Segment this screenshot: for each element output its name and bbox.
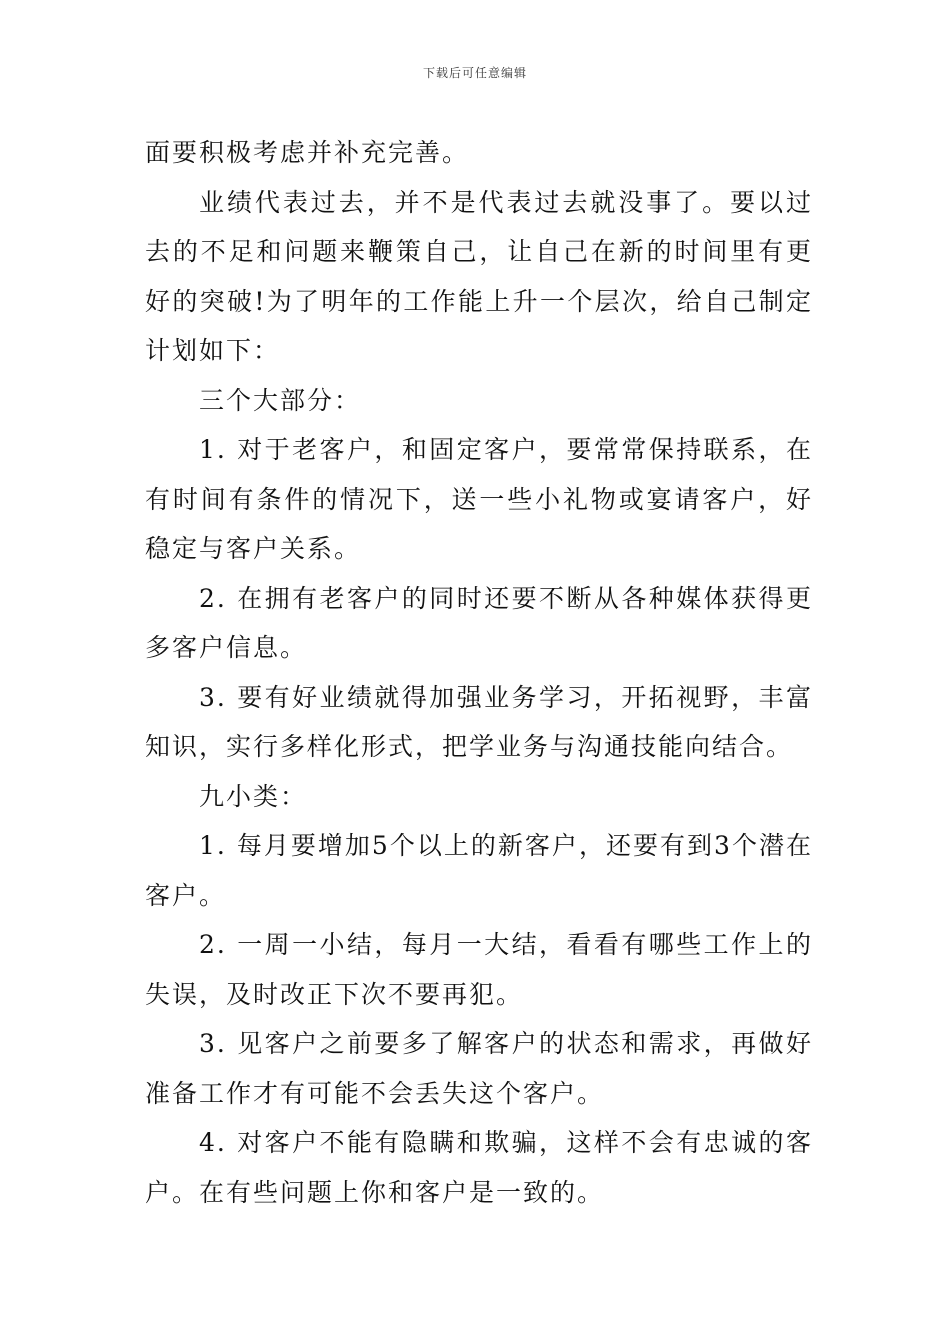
list-item: 4. 对客户不能有隐瞒和欺骗，这样不会有忠诚的客户。在有些问题上你和客户是一致的。 <box>145 1128 813 1207</box>
page-header: 下载后可任意编辑 <box>422 66 527 80</box>
list-item: 3. 要有好业绩就得加强业务学习，开拓视野，丰富知识，实行多样化形式，把学业务与沟通技能向结合。 <box>145 682 813 761</box>
section-heading: 三个大部分： <box>199 385 362 415</box>
list-item: 1. 对于老客户，和固定客户，要常常保持联系，在有时间有条件的情况下，送一些小礼物或宴请客户，好稳定与客户关系。 <box>145 435 813 563</box>
list-item: 2. 一周一小结，每月一大结，看看有哪些工作上的失误，及时改正下次不要再犯。 <box>145 930 813 1009</box>
paragraph: 面要积极考虑并补充完善。 <box>145 138 470 167</box>
list-item: 3. 见客户之前要多了解客户的状态和需求，再做好准备工作才有可能不会丢失这个客户。 <box>145 1029 813 1108</box>
section-heading: 九小类： <box>199 781 308 811</box>
document-body <box>145 128 813 1217</box>
list-item: 1. 每月要增加5个以上的新客户，还要有到3个潜在客户。 <box>145 831 813 910</box>
paragraph: 业绩代表过去，并不是代表过去就没事了。要以过去的不足和问题来鞭策自己，让自己在新的时间里有更好的突破!为了明年的工作能上升一个层次，给自己制定计划如下： <box>145 187 813 365</box>
list-item: 2. 在拥有老客户的同时还要不断从各种媒体获得更多客户信息。 <box>145 583 813 662</box>
